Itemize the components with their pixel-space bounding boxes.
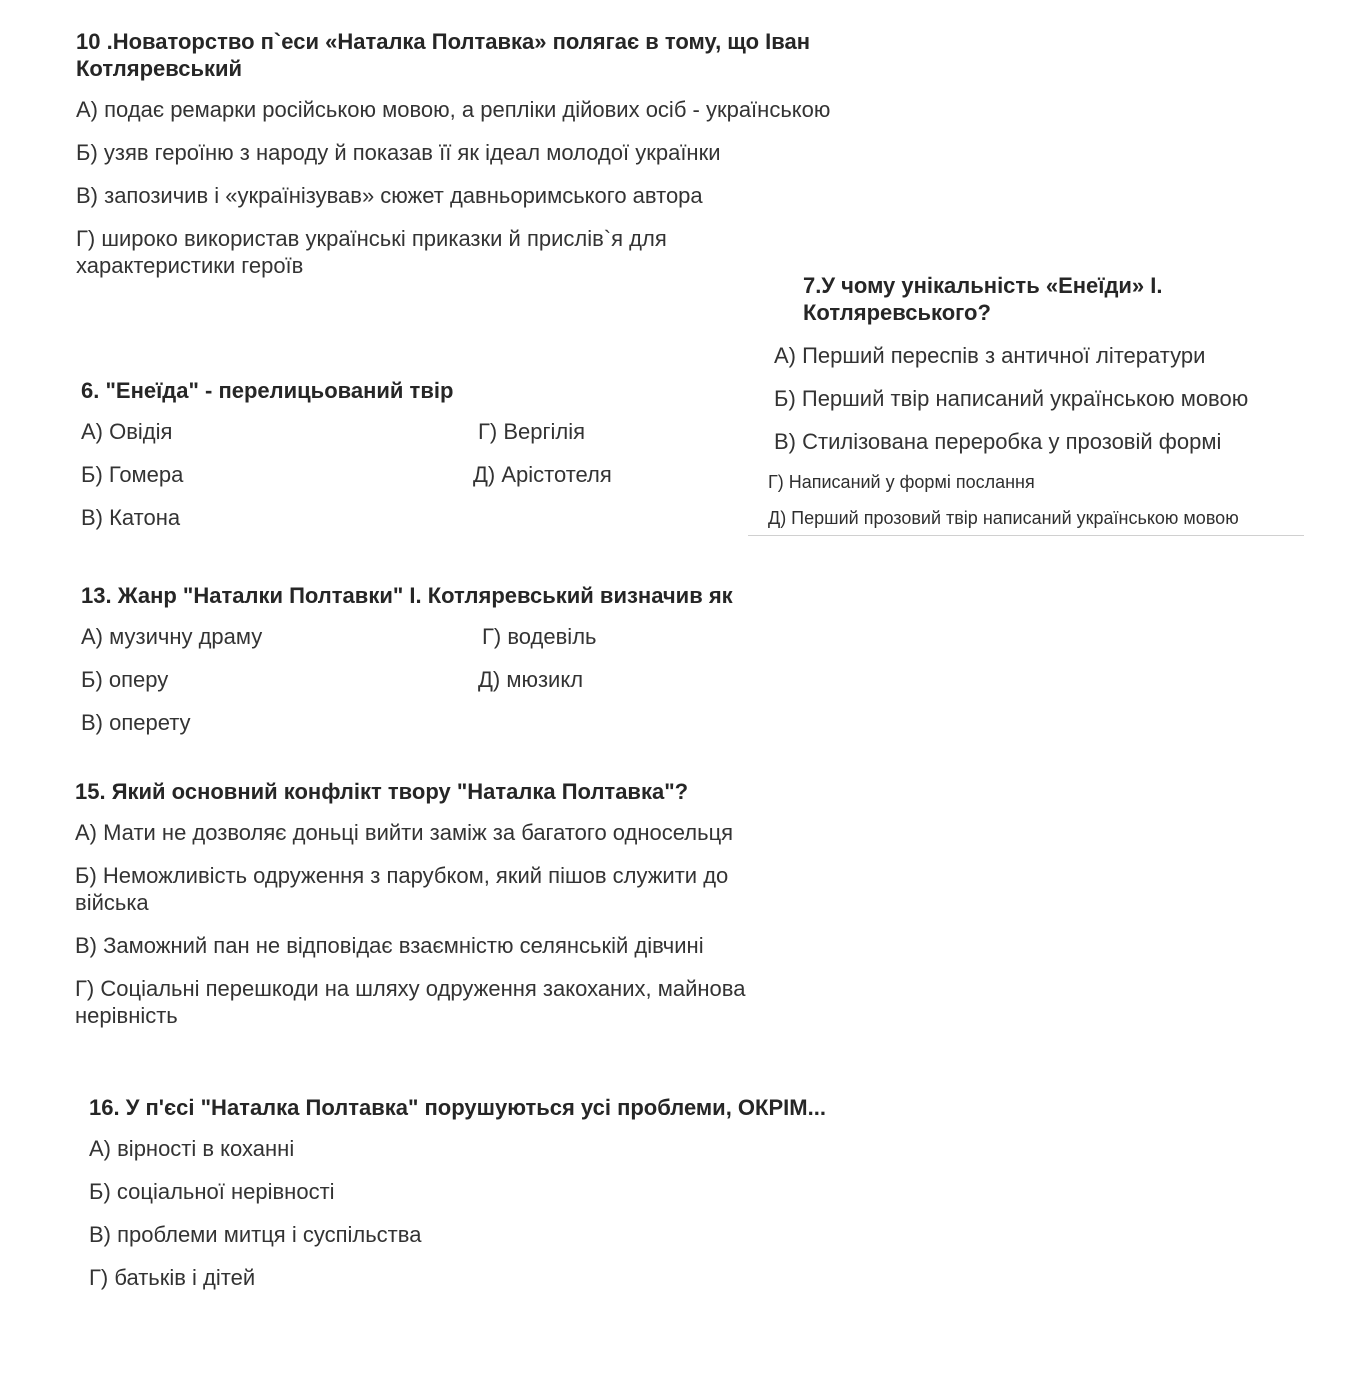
question-6-option-d: Д) Арістотеля <box>473 462 612 487</box>
question-10-option-a: А) подає ремарки російською мовою, а репліки дійових осіб - українською <box>76 97 831 122</box>
question-6-options <box>81 418 801 531</box>
question-6-option-a: А) Овідія <box>81 419 173 444</box>
question-13-option-d: Д) мюзикл <box>478 667 584 692</box>
question-16 <box>89 1094 869 1307</box>
question-10-option-b: Б) узяв героїню з народу й показав її як ідеал молодої українки <box>76 140 721 165</box>
question-16-option-a: А) вірності в коханні <box>89 1136 295 1161</box>
question-16-option-b: Б) соціальної нерівності <box>89 1179 335 1204</box>
question-7-option-d: Д) Перший прозовий твір написаний українською мовою <box>768 508 1239 528</box>
question-10-title: 10 .Новаторство п`еси «Наталка Полтавка» полягає в тому, що Іван Котляревський <box>76 29 810 81</box>
question-15-title: 15. Який основний конфлікт твору "Наталка Полтавка"? <box>75 779 689 804</box>
question-7-option-g: Г) Написаний у формі послання <box>768 472 1035 492</box>
question-6 <box>81 377 801 531</box>
question-13-option-a: А) музичну драму <box>81 624 263 649</box>
question-13-title: 13. Жанр "Наталки Полтавки" І. Котляревський визначив як <box>81 583 733 608</box>
divider-line <box>748 535 1304 536</box>
question-10-option-g: Г) широко використав українські приказки й прислів`я для характеристики героїв <box>76 226 667 278</box>
question-7-small-options <box>768 471 1348 529</box>
question-15-option-g: Г) Соціальні перешкоди на шляху одруження закоханих, майнова нерівність <box>75 976 746 1028</box>
question-7-option-v: В) Стилізована переробка у прозовій формі <box>774 429 1222 454</box>
question-16-option-v: В) проблеми митця і суспільства <box>89 1222 422 1247</box>
question-13-option-g: Г) водевіль <box>482 624 597 649</box>
question-7-option-b: Б) Перший твір написаний українською мовою <box>774 386 1249 411</box>
question-6-option-b: Б) Гомера <box>81 462 184 487</box>
question-10-option-v: В) запозичив і «українізував» сюжет давньоримського автора <box>76 183 703 208</box>
question-15-option-v: В) Заможний пан не відповідає взаємністю селянській дівчині <box>75 933 704 958</box>
question-7-option-a: А) Перший переспів з античної літератури <box>774 343 1206 368</box>
question-16-option-g: Г) батьків і дітей <box>89 1265 256 1290</box>
question-6-title: 6. "Енеїда" - перелицьований твір <box>81 378 454 403</box>
question-15-option-a: А) Мати не дозволяє доньці вийти заміж за багатого односельця <box>75 820 734 845</box>
question-16-title: 16. У п'єсі "Наталка Полтавка" порушуються усі проблеми, ОКРІМ... <box>89 1095 826 1120</box>
question-13-option-v: В) оперету <box>81 710 191 735</box>
question-6-option-v: В) Катона <box>81 505 181 530</box>
question-15 <box>75 778 835 1045</box>
question-7 <box>748 272 1348 536</box>
question-6-option-g: Г) Вергілія <box>478 419 586 444</box>
question-7-title: 7.У чому унікальність «Енеїди» І. Котляревського? <box>803 273 1163 325</box>
question-13-options <box>81 623 801 736</box>
question-13-option-b: Б) оперу <box>81 667 169 692</box>
question-15-option-b: Б) Неможливість одруження з парубком, який пішов служити до війська <box>75 863 729 915</box>
question-13 <box>81 582 801 736</box>
question-10 <box>76 28 836 295</box>
